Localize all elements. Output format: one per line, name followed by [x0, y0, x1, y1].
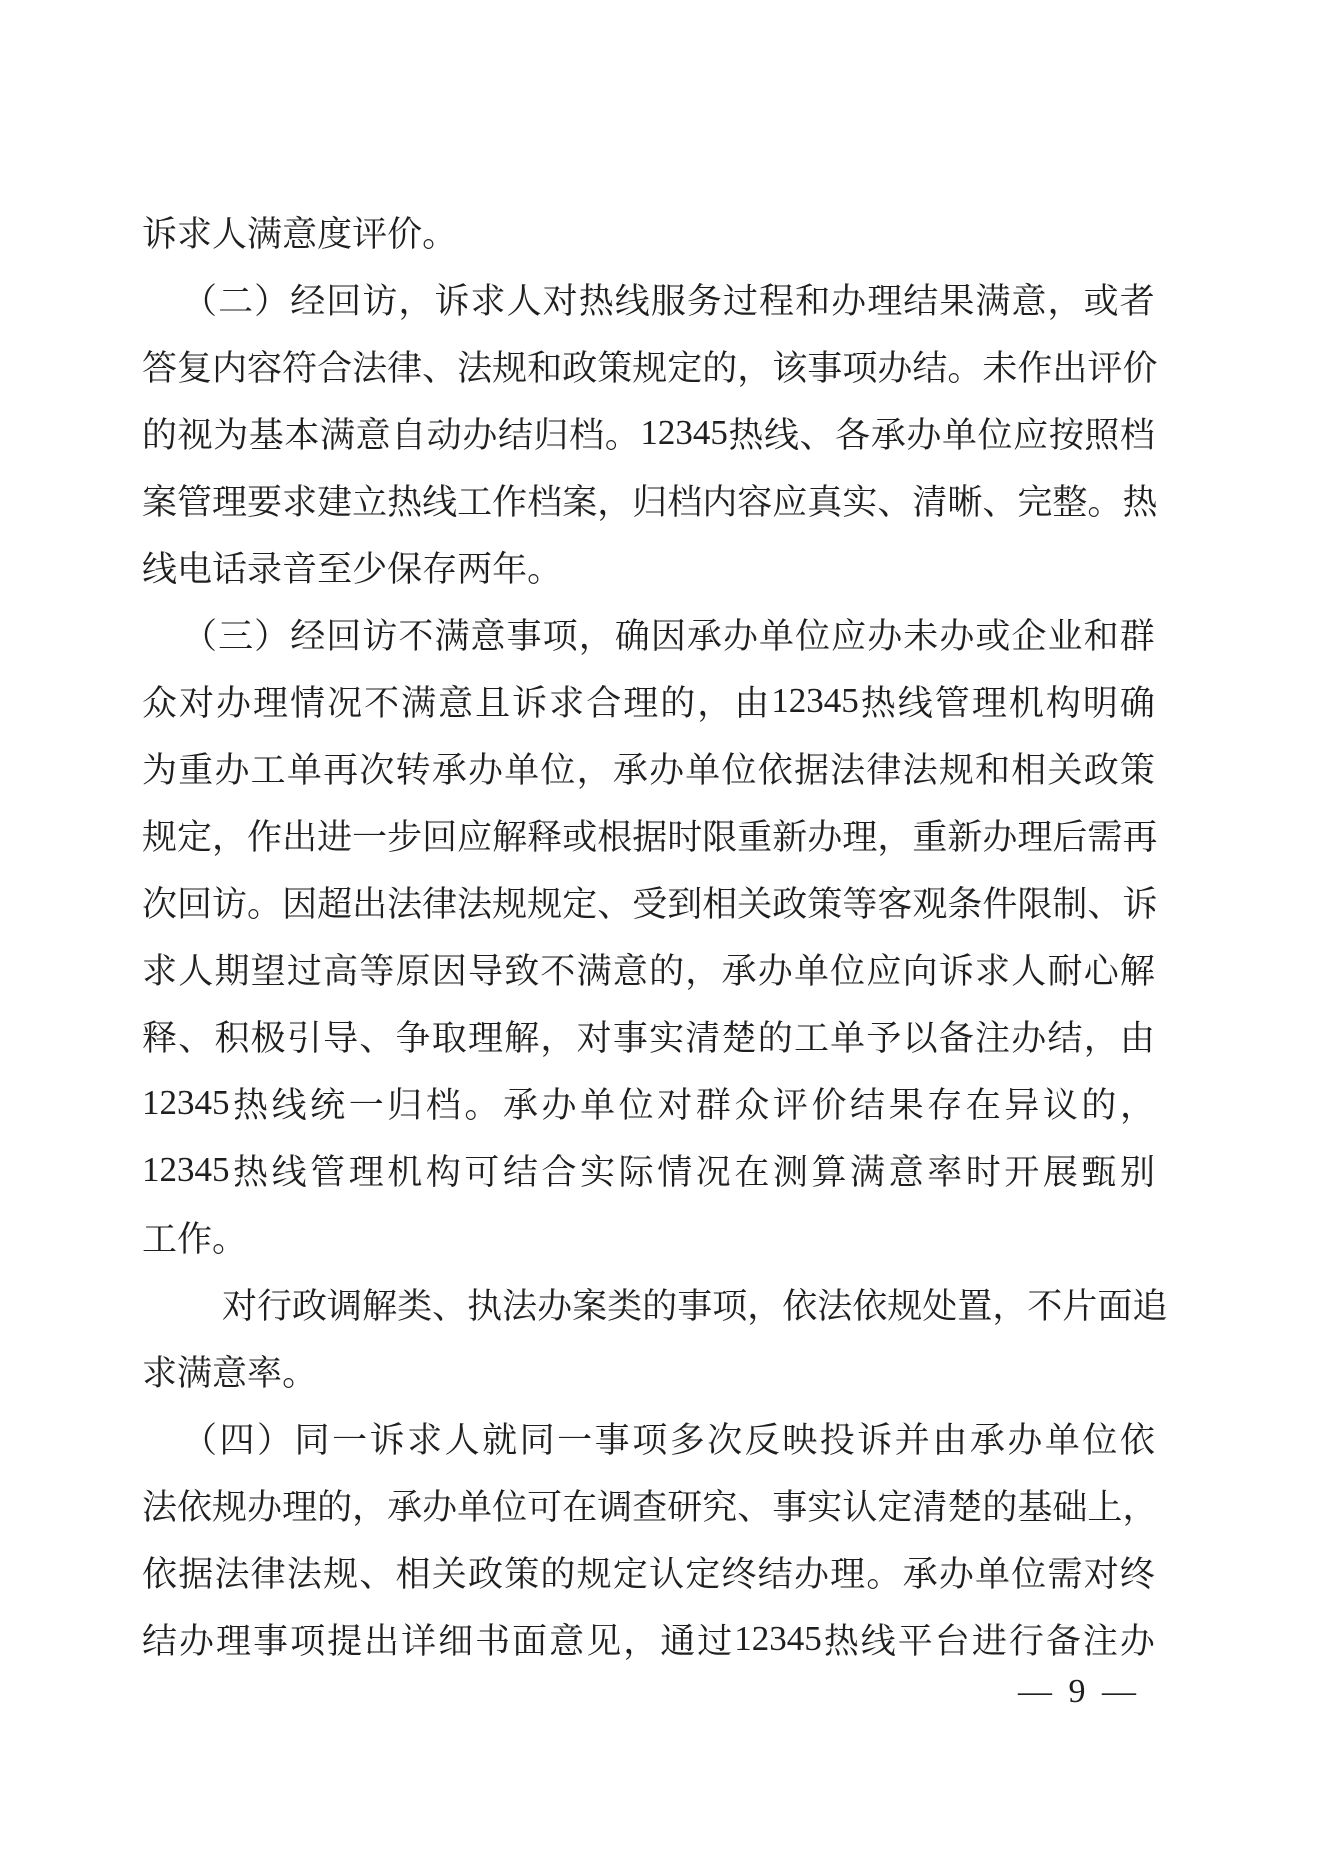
text-line: 案 管 理 要 求 建 立 热 线 工 作 档 案 ， 归 档 内 容 应 真 实 、 清 晰 、 完 整 。 热 [142, 482, 1158, 522]
text-line: 依 据 法 律 法 规 、 相 关 政 策 的 规 定 认 定 终 结 办 理 。 承 办 单 位 需 对 终 [142, 1554, 1155, 1594]
text-line: 求 人 期 望 过 高 等 原 因 导 致 不 满 意 的 ， 承 办 单 位 应 向 诉 求 人 耐 心 解 [142, 951, 1155, 991]
text-line: 12345 热 线 管 理 机 构 可 结 合 实 际 情 况 在 测 算 满 意 率 时 开 展 甄 别 [142, 1149, 1155, 1192]
document-text-block [142, 198, 1168, 1672]
page-number: — 9 — [1018, 1673, 1140, 1710]
text-line: 答 复 内 容 符 合 法 律 、 法 规 和 政 策 规 定 的 ， 该 事 项 办 结 。 未 作 出 评 价 [142, 348, 1158, 388]
text-line: 对 行 政 调 解 类 、 执 法 办 案 类 的 事 项 ， 依 法 依 规 处 置 ， 不 片 面 追 [222, 1286, 1168, 1326]
text-line: 释 、 积 极 引 导 、 争 取 理 解 ， 对 事 实 清 楚 的 工 单 予 以 备 注 办 结 ， 由 [142, 1018, 1155, 1058]
text-line: （ 二 ） 经 回 访 ， 诉 求 人 对 热 线 服 务 过 程 和 办 理 结 果 满 意 ， 或 者 [182, 281, 1155, 321]
text-line: 线 电 话 录 音 至 少 保 存 两 年 。 [142, 549, 563, 589]
text-line: 次 回 访 。 因 超 出 法 律 法 规 规 定 、 受 到 相 关 政 策 等 客 观 条 件 限 制 、 诉 [142, 884, 1158, 924]
text-line: 求 满 意 率 。 [142, 1353, 318, 1393]
text-line: 12345 热 线 统 一 归 档 。 承 办 单 位 对 群 众 评 价 结 果 存 在 异 议 的 ， [142, 1082, 1155, 1125]
text-line: （ 四 ） 同 一 诉 求 人 就 同 一 事 项 多 次 反 映 投 诉 并 由 承 办 单 位 依 [182, 1420, 1155, 1460]
text-line: 规 定 ， 作 出 进 一 步 回 应 解 释 或 根 据 时 限 重 新 办 理 ， 重 新 办 理 后 需 再 [142, 817, 1158, 857]
text-line: 工 作 。 [142, 1219, 248, 1259]
text-line: 结 办 理 事 项 提 出 详 细 书 面 意 见 ， 通 过 12345 热 线 平 台 进 行 备 注 办 [142, 1618, 1155, 1661]
text-line: 为 重 办 工 单 再 次 转 承 办 单 位 ， 承 办 单 位 依 据 法 律 法 规 和 相 关 政 策 [142, 750, 1155, 790]
text-line: 的 视 为 基 本 满 意 自 动 办 结 归 档 。 12345 热 线 、 各 承 办 单 位 应 按 照 档 [142, 412, 1155, 455]
text-line: 众 对 办 理 情 况 不 满 意 且 诉 求 合 理 的 ， 由 12345 热 线 管 理 机 构 明 确 [142, 680, 1155, 723]
text-line: 法 依 规 办 理 的 ， 承 办 单 位 可 在 调 查 研 究 、 事 实 认 定 清 楚 的 基 础 上 ， [142, 1487, 1158, 1527]
text-line: （ 三 ） 经 回 访 不 满 意 事 项 ， 确 因 承 办 单 位 应 办 未 办 或 企 业 和 群 [182, 616, 1155, 656]
text-line: 诉 求 人 满 意 度 评 价 。 [142, 214, 458, 254]
